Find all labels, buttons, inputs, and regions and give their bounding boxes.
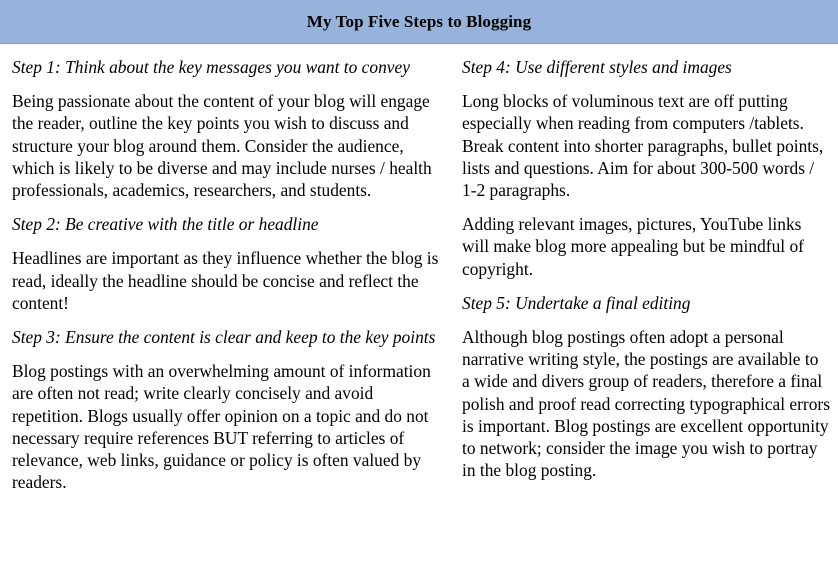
step-section (462, 292, 830, 482)
step-section (12, 56, 442, 201)
step-heading: Step 2: Be creative with the title or headline (12, 214, 319, 235)
page-title: My Top Five Steps to Blogging (306, 11, 532, 31)
step-section (12, 326, 442, 493)
step-paragraph: Adding relevant images, pictures, YouTube links will make blog more appealing but be mindful of copyright. (462, 214, 804, 279)
step-paragraph: Although blog postings often adopt a personal narrative writing style, the postings are available to a wide and divers group of readers, therefore a final polish and proof read correcting typographical errors is important. Blog postings are excellent opportunity to network; consider the image you wish to portray in the blog posting. (462, 327, 830, 481)
step-heading: Step 3: Ensure the content is clear and keep to the key points (12, 327, 436, 348)
step-paragraph: Blog postings with an overwhelming amount of information are often not read; write clearly concisely and avoid repetition. Blogs usually offer opinion on a topic and do not necessary require references BUT referring to articles of relevance, web links, guidance or policy is often valued by readers. (12, 361, 431, 493)
step-heading: Step 4: Use different styles and images (462, 57, 732, 77)
step-heading: Step 5: Undertake a final editing (462, 292, 691, 313)
step-section (12, 213, 442, 314)
step-heading: Step 1: Think about the key messages you want to convey (12, 57, 410, 77)
left-column (12, 56, 442, 505)
right-column (462, 56, 830, 493)
step-section (462, 56, 830, 280)
step-paragraph: Long blocks of voluminous text are off putting especially when reading from computers /tablets. Break content into shorter paragraphs, bullet points, lists and questions. Aim for about 300-500 words / 1-2 paragraphs. (462, 91, 824, 201)
step-paragraph: Headlines are important as they influence whether the blog is read, ideally the headline should be concise and reflect the content! (12, 248, 439, 313)
step-paragraph: Being passionate about the content of your blog will engage the reader, outline the key points you wish to discuss and structure your blog around them. Consider the audience, which is likely to be diverse and may include nurses / health professionals, academics, researchers, and students. (12, 91, 432, 201)
title-bar (0, 0, 838, 44)
